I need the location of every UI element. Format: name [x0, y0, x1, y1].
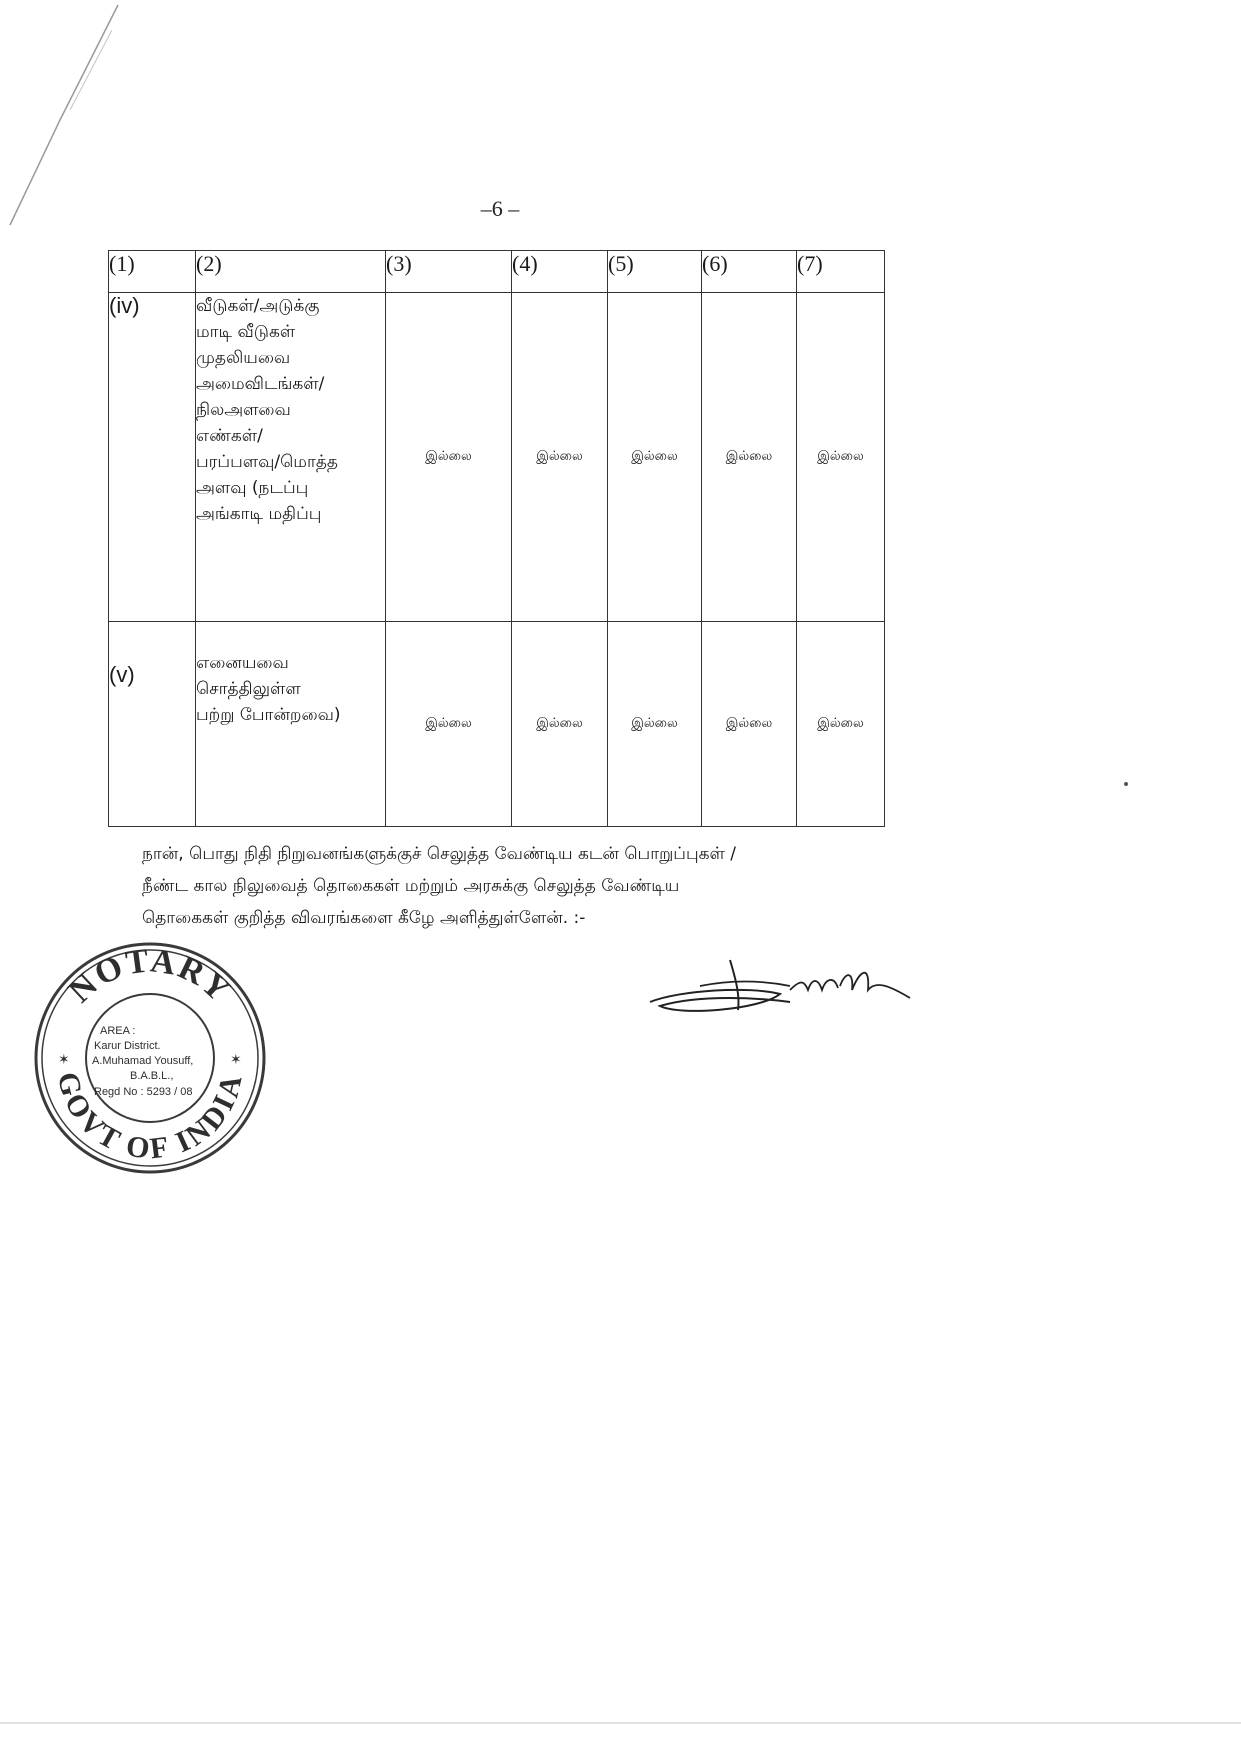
- svg-text:NOTARY: [62, 942, 238, 1010]
- cell-value: இல்லை: [512, 622, 608, 827]
- stamp-regd: Regd No : 5293 / 08: [94, 1086, 193, 1098]
- table-row: [109, 293, 885, 622]
- stamp-area: AREA :: [100, 1025, 136, 1037]
- cell-value: இல்லை: [512, 293, 608, 622]
- cell-value: இல்லை: [386, 622, 512, 827]
- cell-value: இல்லை: [702, 622, 797, 827]
- cell-value: இல்லை: [608, 293, 702, 622]
- column-header: (6): [702, 251, 797, 293]
- notary-stamp: [30, 938, 270, 1178]
- signature: [640, 950, 940, 1030]
- stamp-bottom-text: GOVT OF INDIA: [50, 1068, 250, 1166]
- column-header: (3): [386, 251, 512, 293]
- column-header: (2): [196, 251, 386, 293]
- column-header: (5): [608, 251, 702, 293]
- cell-value: இல்லை: [386, 293, 512, 622]
- asset-table: [108, 250, 885, 827]
- stamp-district: Karur District.: [94, 1040, 161, 1052]
- page-number: –6 –: [480, 196, 520, 221]
- table-row: [109, 622, 885, 827]
- column-header: (1): [109, 251, 196, 293]
- declaration-text: நான், பொது நிதி நிறுவனங்களுக்குச் செலுத்த வேண்டிய கடன் பொறுப்புகள் / நீண்ட கால நிலுவைத் தொகைகள் மற்றும் அரசுக்கு செலுத்த வேண்டிய தொகைகள் குறித்த விவரங்களை கீழே அளித்துள்ளேன். :-: [142, 844, 736, 928]
- cell-value: இல்லை: [702, 293, 797, 622]
- row-description: வீடுகள்/அடுக்கு மாடி வீடுகள் முதலியவை அமைவிடங்கள்/ நிலஅளவை எண்கள்/ பரப்பளவு/மொத்த அளவு (நடப்பு அங்காடி மதிப்பு: [196, 293, 386, 622]
- stamp-name: A.Muhamad Yousuff,: [92, 1055, 194, 1067]
- svg-text:GOVT OF INDIA: [51, 1069, 250, 1166]
- column-header: (7): [797, 251, 885, 293]
- cell-value: இல்லை: [797, 622, 885, 827]
- stamp-top-text: NOTARY: [61, 942, 239, 1011]
- row-description: எனையவை சொத்திலுள்ள பற்று போன்றவை): [196, 622, 386, 827]
- scan-edge-mark: [0, 0, 130, 240]
- scan-speck: [1124, 782, 1128, 786]
- row-serial: (iv): [109, 293, 196, 622]
- cell-value: இல்லை: [608, 622, 702, 827]
- star-icon: ✶: [230, 1052, 242, 1068]
- row-serial: (v): [109, 622, 196, 827]
- cell-value: இல்லை: [797, 293, 885, 622]
- stamp-degree: B.A.B.L.,: [130, 1070, 174, 1082]
- star-icon: ✶: [58, 1052, 70, 1068]
- scan-footer-line: [0, 1722, 1241, 1724]
- column-header: (4): [512, 251, 608, 293]
- table-header-row: [109, 251, 885, 293]
